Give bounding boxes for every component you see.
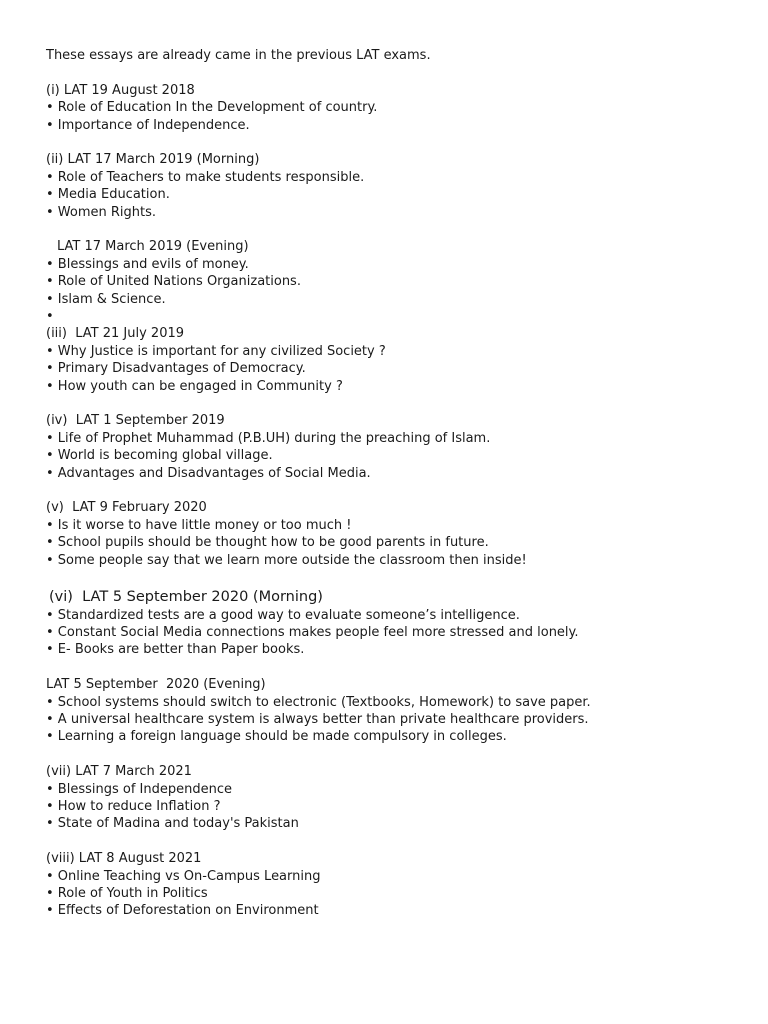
list-item: • E- Books are better than Paper books. <box>46 642 305 658</box>
section-heading: (v) LAT 9 February 2020 <box>46 500 207 516</box>
list-item: • Is it worse to have little money or too much ! <box>46 517 352 533</box>
list-item: • How to reduce Inflation ? <box>46 798 221 814</box>
section-i <box>46 82 746 134</box>
intro-text: These essays are already came in the previous LAT exams. <box>46 48 431 63</box>
list-item: • Importance of Independence. <box>46 117 250 133</box>
list-item: • Online Teaching vs On-Campus Learning <box>46 868 321 884</box>
list-item: • State of Madina and today's Pakistan <box>46 816 299 832</box>
list-item: • <box>46 309 54 325</box>
section-viii <box>46 850 746 920</box>
section-heading: (vii) LAT 7 March 2021 <box>46 764 192 780</box>
list-item: • Why Justice is important for any civilized Society ? <box>46 343 386 359</box>
document-body <box>46 47 746 937</box>
list-item: • School pupils should be thought how to be good parents in future. <box>46 535 489 551</box>
section-heading: LAT 5 September 2020 (Evening) <box>46 677 266 693</box>
section-heading: (vi) LAT 5 September 2020 (Morning) <box>49 588 323 605</box>
list-item: • Constant Social Media connections makes people feel more stressed and lonely. <box>46 624 579 640</box>
list-item: • Primary Disadvantages of Democracy. <box>46 361 306 377</box>
section-iii <box>46 325 746 395</box>
list-item: • Role of United Nations Organizations. <box>46 274 301 290</box>
section-heading: (viii) LAT 8 August 2021 <box>46 851 202 867</box>
list-item: • Effects of Deforestation on Environment <box>46 903 319 919</box>
list-item: • Standardized tests are a good way to evaluate someone’s intelligence. <box>46 607 520 623</box>
list-item: • Blessings and evils of money. <box>46 256 249 272</box>
section-heading: (ii) LAT 17 March 2019 (Morning) <box>46 152 260 168</box>
section-vi-evening <box>46 676 746 746</box>
list-item: • Role of Education In the Development of country. <box>46 100 378 116</box>
list-item: • How youth can be engaged in Community ? <box>46 378 343 394</box>
list-item: • A universal healthcare system is always better than private healthcare providers. <box>46 711 589 727</box>
section-vii <box>46 763 746 833</box>
list-item: • Some people say that we learn more outside the classroom then inside! <box>46 552 527 568</box>
list-item: • School systems should switch to electronic (Textbooks, Homework) to save paper. <box>46 694 591 710</box>
list-item: • Role of Teachers to make students responsible. <box>46 169 365 185</box>
section-iv <box>46 412 746 482</box>
section-ii <box>46 151 746 221</box>
list-item: • Media Education. <box>46 187 170 203</box>
list-item: • Advantages and Disadvantages of Social Media. <box>46 465 371 481</box>
section-ii-evening <box>46 238 746 325</box>
section-v <box>46 499 746 569</box>
section-heading: (iii) LAT 21 July 2019 <box>46 326 185 342</box>
list-item: • Learning a foreign language should be made compulsory in colleges. <box>46 729 507 745</box>
list-item: • Blessings of Independence <box>46 781 232 797</box>
section-heading: (iv) LAT 1 September 2019 <box>46 413 225 429</box>
list-item: • Islam & Science. <box>46 291 166 307</box>
list-item: • Women Rights. <box>46 204 157 220</box>
list-item: • World is becoming global village. <box>46 448 273 464</box>
section-heading: (i) LAT 19 August 2018 <box>46 82 195 98</box>
section-heading: LAT 17 March 2019 (Evening) <box>57 239 249 255</box>
list-item: • Life of Prophet Muhammad (P.B.UH) during the preaching of Islam. <box>46 430 491 446</box>
section-vi <box>46 587 746 659</box>
list-item: • Role of Youth in Politics <box>46 885 208 901</box>
